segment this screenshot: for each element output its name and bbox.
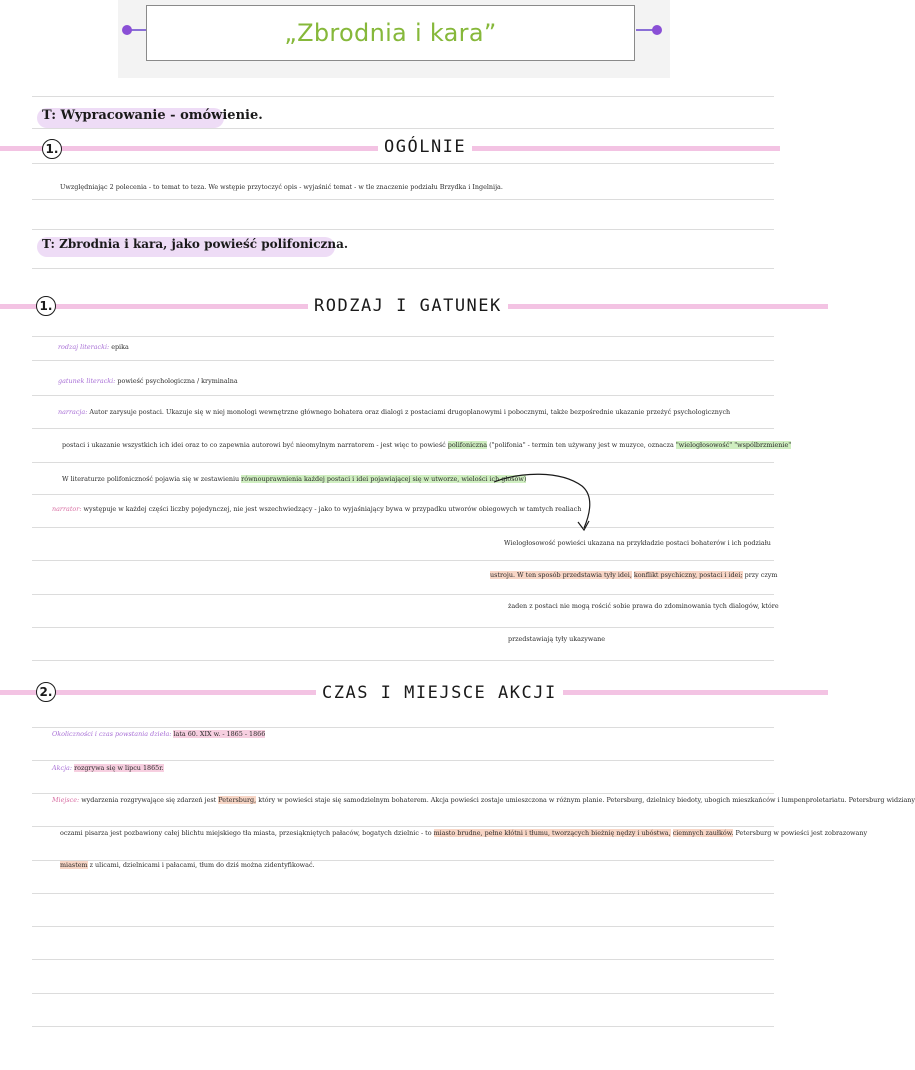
section-number: 2.	[36, 682, 56, 702]
highlight-orange	[490, 571, 632, 579]
note-value: epika	[111, 343, 129, 351]
note-line: Wielogłosowość powieści ukazana na przykładzie postaci bohaterów i ich podziału	[504, 539, 771, 547]
note-text: ustroju. W ten sposób przedstawia tyły idei,	[490, 571, 632, 579]
section-title: RODZAJ I GATUNEK	[308, 296, 508, 316]
note-line	[490, 570, 778, 580]
ruled-line	[32, 627, 774, 628]
ruled-line	[32, 494, 774, 495]
ruled-line	[32, 959, 774, 960]
ruled-line	[32, 199, 774, 200]
note-text: W literaturze polifoniczność pojawia się w zestawieniu	[62, 475, 240, 483]
title-box	[146, 5, 635, 61]
ruled-line	[32, 993, 774, 994]
section-title: CZAS I MIEJSCE AKCJI	[316, 683, 563, 703]
highlight-orange: Petersburg,	[218, 796, 257, 804]
title-dot-left	[122, 25, 132, 35]
highlight-green: równouprawnienia każdej postaci i idei pojawiającej się w utworze, wielości ich głosów)	[241, 475, 527, 483]
note-line: żaden z postaci nie mogą rościć sobie prawa do zdominowania tych dialogów, które	[508, 602, 779, 610]
ruled-line	[32, 1026, 774, 1027]
ruled-line	[32, 428, 774, 429]
note-text: wydarzenia rozgrywające się zdarzeń jest	[81, 796, 217, 804]
ruled-line	[32, 395, 774, 396]
highlight-green: polifoniczna	[447, 441, 488, 449]
highlight-orange: ciemnych zaułków.	[672, 829, 734, 837]
note-line	[58, 407, 774, 417]
section-number: 1.	[42, 139, 62, 159]
section-number: 1.	[36, 296, 56, 316]
ruled-line	[32, 660, 774, 661]
note-label: narracja:	[58, 408, 88, 416]
note-text: występuje w każdej części liczby pojedynczej, nie jest wszechwiedzący - jako to wyjaśniający bywa w przypadku utworów obiegowych w tamtych realiach	[83, 505, 582, 513]
note-line	[52, 763, 752, 773]
highlight-orange: miasto brudne, pełne kłótni i tłumu, tworzących bieżnię nędzy i ubóstwa,	[433, 829, 671, 837]
ruled-line	[32, 336, 774, 337]
highlight-orange: miastem	[60, 861, 88, 869]
title-dot-right	[652, 25, 662, 35]
note-text: Autor zarysuje postaci. Ukazuje się w niej monologi wewnętrzne głównego bohatera oraz dialogi z postaciami drugoplanowymi i pobocznymi, także bezpośrednie ukazanie przeżyć psychologicznych	[89, 408, 731, 416]
ruled-line	[32, 229, 774, 230]
page-title: „Zbrodnia i kara”	[284, 19, 497, 47]
topic-heading: T: Zbrodnia i kara, jako powieść polifoniczna.	[42, 237, 349, 251]
note-line	[60, 860, 760, 870]
note-text: oczami pisarza jest pozbawiony całej blichtu miejskiego tła miasta, przesiąkniętych pałaców, bogatych dzielnic - to	[60, 829, 432, 837]
ruled-line	[32, 462, 774, 463]
section-title: OGÓLNIE	[378, 137, 472, 157]
ruled-line	[32, 594, 774, 595]
note-line	[52, 795, 915, 805]
note-text: który w powieści staje się samodzielnym bohaterem. Akcja powieści zostaje umieszczona w różnym planie. Petersburg, dzielnicy biedoty, ubogich mieszkańców i lumpenproletariatu. Petersburg widziany	[258, 796, 915, 804]
ruled-line	[32, 527, 774, 528]
ruled-line	[32, 760, 774, 761]
note-label: Miejsce:	[52, 796, 80, 804]
note-label: rodzaj literacki:	[58, 343, 110, 351]
note-line	[52, 729, 752, 739]
note-label: Okoliczności i czas powstania dzieła:	[52, 730, 172, 738]
note-line: przedstawiają tyły ukazywane	[508, 635, 606, 643]
note-label: Akcja:	[52, 764, 73, 772]
note-line	[58, 342, 758, 352]
note-text: z ulicami, dzielnicami i pałacami, tłum do dziś można zidentyfikować.	[89, 861, 315, 869]
note-label: gatunek literacki:	[58, 377, 116, 385]
ruled-line	[32, 793, 774, 794]
highlight-pink: lata 60. XIX w. - 1865 - 1866	[173, 730, 266, 738]
ruled-line	[32, 96, 774, 97]
ruled-line	[32, 268, 774, 269]
note-line	[58, 376, 758, 386]
ruled-line	[32, 560, 774, 561]
note-text: ("polifonia" - termin ten używany jest w muzyce, oznacza	[489, 441, 674, 449]
ruled-line	[32, 893, 774, 894]
note-label: narrator:	[52, 505, 82, 513]
ruled-line	[32, 826, 774, 827]
note-line: Uwzględniając 2 polecenia - to temat to teza. We wstępie przytoczyć opis - wyjaśnić temat - w tle znaczenie podziału Brzydka i Ingelnija.	[60, 183, 503, 191]
highlight-pink: rozgrywa się w lipcu 1865r.	[74, 764, 164, 772]
ruled-line	[32, 163, 774, 164]
curved-arrow	[490, 470, 600, 540]
ruled-line	[32, 360, 774, 361]
highlight-green: "wielogłosowość" "wspólbrzmienie"	[675, 441, 792, 449]
note-line	[62, 440, 792, 450]
ruled-line	[32, 926, 774, 927]
note-text: postaci i ukazanie wszystkich ich idei oraz to co zapewnia autorowi być nieomylnym narratorem - jest więc to powieść	[62, 441, 446, 449]
ruled-line	[32, 128, 774, 129]
note-value: powieść psychologiczna / kryminalna	[117, 377, 238, 385]
highlight-orange: konflikt psychiczny, postaci i idei;	[633, 571, 743, 579]
note-text: Petersburg w powieści jest zobrazowany	[735, 829, 868, 837]
ruled-line	[32, 727, 774, 728]
note-line	[60, 828, 868, 838]
topic-heading: T: Wypracowanie - omówienie.	[42, 108, 263, 123]
note-text: przy czym	[744, 571, 778, 579]
